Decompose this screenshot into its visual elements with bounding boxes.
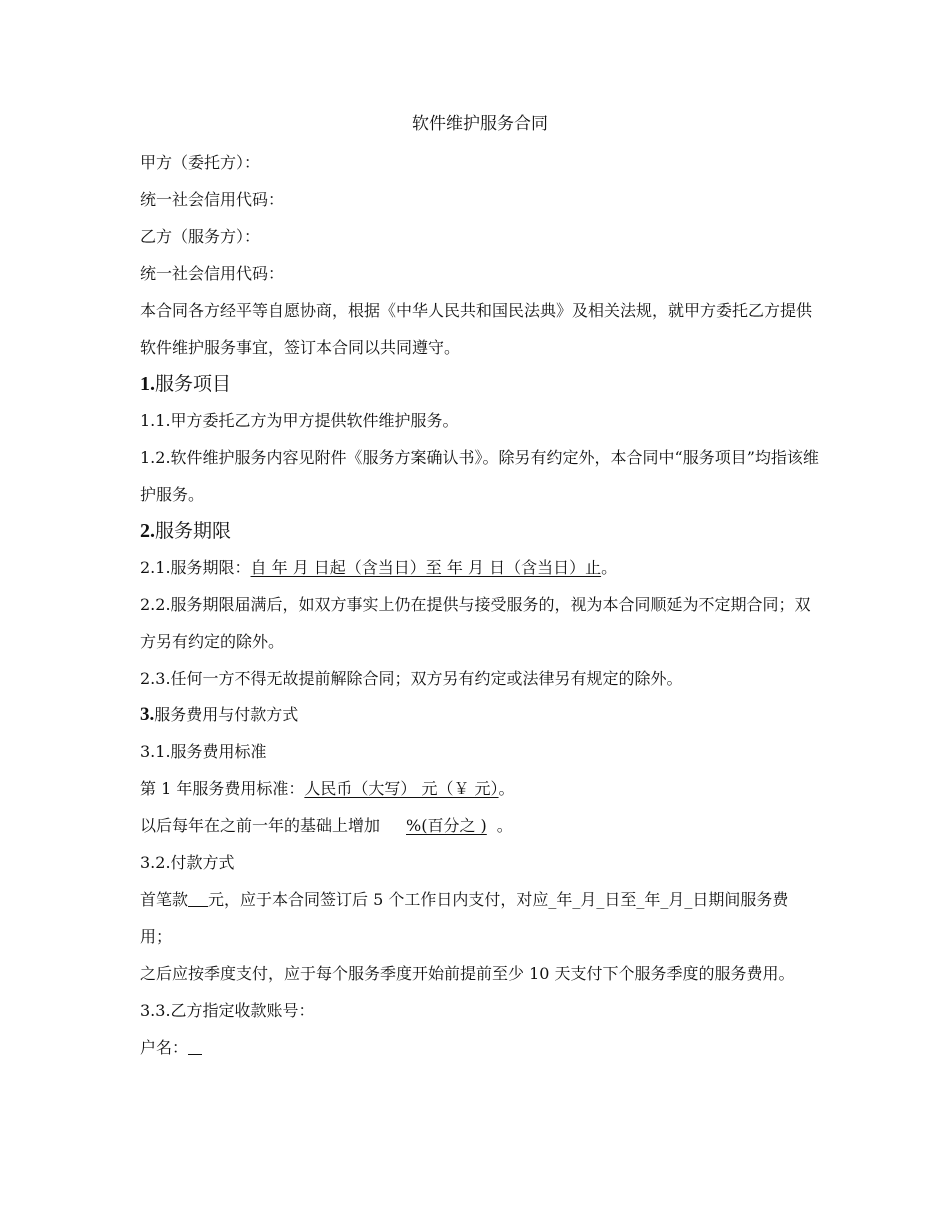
clause-3-3: 3.3.乙方指定收款账号： [140,1001,315,1020]
first-year-fee-suffix: 。 [498,779,515,798]
account-name-label: 户名： [140,1038,189,1057]
first-payment-amount-blank [188,888,208,907]
document-title: 软件维护服务合同 [412,114,548,134]
account-name-blank [188,1036,202,1055]
section-3-number: 3. [140,704,155,725]
credit-code-b-line: 统一社会信用代码： [140,264,285,283]
account-name-line [140,1029,820,1066]
clause-1-2: 1.2.软件维护服务内容见附件《服务方案确认书》。除另有约定外，本合同中“服务项目”均指该维护服务。 [140,448,819,504]
clause-2-1 [140,549,820,586]
section-1-title: 服务项目 [155,373,232,395]
annual-increase-suffix: 。 [496,816,513,835]
first-payment-paragraph [140,881,820,955]
party-b-line: 乙方（服务方）： [140,227,261,246]
section-2-title: 服务期限 [155,520,232,542]
section-1-number: 1. [140,373,155,395]
clause-3-1: 3.1.服务费用标准 [140,742,267,761]
section-3-title: 服务费用与付款方式 [154,705,299,724]
first-year-fee-blank: 人民币（大写） 元（￥ 元） [304,779,499,798]
annual-increase-line [140,807,820,844]
section-2-heading [140,513,820,549]
service-period-blank: 自 年 月 日起（含当日）至 年 月 日（含当日）止 [250,558,602,577]
first-year-fee-prefix: 第 1 年服务费用标准： [140,779,305,798]
section-3-heading [140,697,820,733]
annual-increase-prefix: 以后每年在之前一年的基础上增加 [140,816,381,835]
section-1-heading [140,366,820,402]
credit-code-a-line: 统一社会信用代码： [140,190,285,209]
first-payment-rest: 元，应于本合同签订后 5 个工作日内支付，对应_年_月_日至_年_月_日期间服务费用； [140,890,789,946]
clause-3-2: 3.2.付款方式 [140,853,235,872]
party-a-line: 甲方（委托方）： [140,153,261,172]
clause-2-3: 2.3.任何一方不得无故提前解除合同；双方另有约定或法律另有规定的除外。 [140,669,683,688]
first-year-fee-line [140,770,820,807]
clause-1-1: 1.1.甲方委托乙方为甲方提供软件维护服务。 [140,411,459,430]
section-2-number: 2. [140,520,155,542]
clause-2-2: 2.2.服务期限届满后，如双方事实上仍在提供与接受服务的，视为本合同顺延为不定期合同；双方另有约定的除外。 [140,595,811,651]
quarterly-payment-paragraph: 之后应按季度支付，应于每个服务季度开始前提前至少 10 天支付下个服务季度的服务费用。 [140,964,795,983]
clause-2-1-prefix: 2.1.服务期限： [140,558,251,577]
annual-increase-blank: %(百分之 ) [406,816,487,835]
preamble-paragraph: 本合同各方经平等自愿协商，根据《中华人民共和国民法典》及相关法规，就甲方委托乙方提供软件维护服务事宜，签订本合同以共同遵守。 [140,301,813,357]
clause-2-1-suffix: 。 [601,558,618,577]
first-payment-prefix: 首笔款 [140,890,189,909]
